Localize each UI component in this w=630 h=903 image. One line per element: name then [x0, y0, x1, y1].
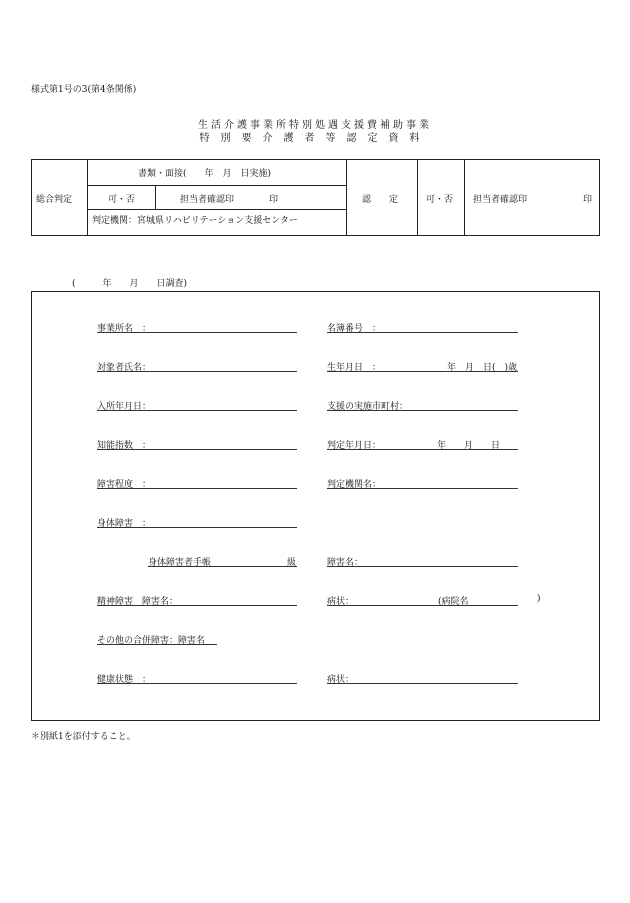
disability-name-label: 障害名： — [327, 558, 364, 568]
condition-label-1: 病状： — [327, 597, 355, 607]
hospital-close-paren: ) — [537, 594, 541, 604]
condition-line-1 — [327, 605, 518, 606]
judgment-agency-name-line — [327, 488, 518, 489]
approval-label: 認 定 — [362, 195, 399, 205]
disability-level-label: 障害程度 ： — [97, 480, 152, 490]
physical-disability-line — [97, 527, 297, 528]
office-name-label: 事業所名 ： — [97, 324, 152, 334]
mental-disability-line — [97, 605, 297, 606]
staff-seal-label: 担当者確認印 — [180, 195, 235, 205]
form-title-line1: 生活介護事業所特別処遇支援費補助事業 — [198, 120, 432, 131]
judgment-ymd: 年 月 日 — [437, 441, 501, 451]
disability-handbook-label: 身体障害者手帳 — [148, 558, 212, 568]
footnote: ＊別紙1を添付すること。 — [31, 732, 136, 742]
survey-date: ( 年 月 日調査) — [72, 279, 188, 289]
grade-label: 級 — [287, 558, 297, 568]
document-interview-label: 書類・面接( 年 月 日実施) — [138, 169, 272, 179]
condition-label-2: 病状： — [327, 675, 355, 685]
approval-seal: 印 — [583, 195, 593, 205]
health-status-label: 健康状態 ： — [97, 675, 152, 685]
approval-possible-not: 可・否 — [426, 195, 454, 205]
iq-line — [97, 449, 297, 450]
handbook-line — [148, 566, 297, 567]
roster-number-label: 名簿番号 ： — [327, 324, 382, 334]
other-disability-line — [97, 644, 217, 645]
possible-not-label: 可・否 — [108, 195, 136, 205]
mental-disability-label: 精神障害 障害名： — [97, 597, 179, 607]
table-divider — [87, 185, 346, 186]
municipality-line — [327, 410, 518, 411]
table-divider — [87, 159, 88, 236]
judgment-agency-label: 判定機関：宮城県リハビリテーション支援センター — [92, 216, 298, 226]
municipality-label: 支援の実施市町村： — [327, 402, 409, 412]
iq-label: 知能指数 ： — [97, 441, 152, 451]
hospital-name-label: (病院名 — [438, 597, 469, 607]
overall-judgment-label: 総合判定 — [36, 195, 73, 205]
judgment-agency-name-label: 判定機関名： — [327, 480, 382, 490]
condition-line-2 — [327, 683, 518, 684]
seal-label: 印 — [269, 195, 279, 205]
form-number: 様式第1号の3(第4条関係) — [31, 85, 137, 95]
approval-staff-seal: 担当者確認印 — [473, 195, 528, 205]
subject-name-line — [97, 371, 297, 372]
physical-disability-label: 身体障害 ： — [97, 519, 152, 529]
table-divider — [346, 159, 347, 236]
details-box — [31, 291, 600, 721]
judgment-date-line — [327, 449, 518, 450]
admission-date-label: 入所年月日： — [97, 402, 152, 412]
disability-name-line — [327, 566, 518, 567]
office-name-line — [97, 332, 297, 333]
health-status-line — [97, 683, 297, 684]
form-title-line2: 特別要介護者等認定資料 — [199, 133, 431, 144]
birth-date-label: 生年月日 ： — [327, 363, 382, 373]
table-divider — [155, 185, 156, 209]
table-divider — [464, 159, 465, 236]
birth-date-line — [327, 371, 518, 372]
judgment-date-label: 判定年月日： — [327, 441, 382, 451]
subject-name-label: 対象者氏名： — [97, 363, 152, 373]
table-divider — [87, 209, 346, 210]
disability-level-line — [97, 488, 297, 489]
other-disability-label: その他の合併障害：障害名 — [97, 636, 206, 646]
birth-ymd: 年 月 日( )歳 — [447, 363, 518, 373]
admission-date-line — [97, 410, 297, 411]
roster-number-line — [327, 332, 518, 333]
table-divider — [417, 159, 418, 236]
